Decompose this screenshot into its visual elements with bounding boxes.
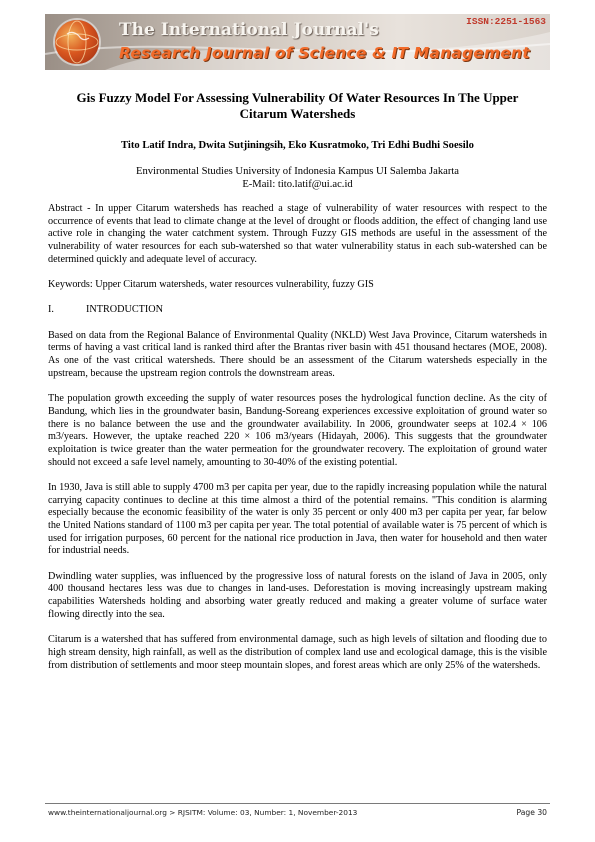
page-number: Page 30 — [516, 808, 547, 817]
globe-logo-icon — [55, 20, 99, 64]
paragraph: In 1930, Java is still able to supply 4700 m3 per capita per year, due to the rapidly increasing population while the natural carrying capacity continues to decline at this time almost a third of the potential remains. "This condition is alarming especially because the economic feasibility of the water is only 35 percent or only 400 m3 per capita per year, far below the United Nations standard of 1100 m3 per capita per year. The total potential of available water is 75 percent of which is used for irrigation purposes, 60 percent for the national rice production in Java, then water for household and then water for industrial needs. — [48, 481, 547, 557]
paragraph: Based on data from the Regional Balance of Environmental Quality (NKLD) West Java Province, Citarum watersheds in terms of having a vast critical land is ranked third after the Brantas river basin with 451 thousand hectares (MOE, 2008). As one of the vast critical watersheds. There should be an assessment of the Citarum watersheds especially in the upstream, because the upstream region controls the downstream areas. — [48, 329, 547, 379]
journal-name-line2: Research Journal of Science & IT Management — [119, 44, 530, 62]
abstract: Abstract - In upper Citarum watersheds has reached a stage of vulnerability of water resources with respect to the occurrence of events that lead to climate change at the level of drought or floods addition, the effect of changing land use active role in changing the water catchment system. Through Fuzzy GIS methods are useful in the assessment of the vulnerability of water resources for each sub-watershed so that water vulnerability status in each sub-watershed can be determined quickly and adequate level of accuracy. — [48, 203, 547, 265]
journal-banner — [45, 14, 550, 70]
section-title: INTRODUCTION — [86, 304, 163, 316]
journal-name-line1: The International Journal's — [119, 20, 379, 40]
footer-divider — [45, 803, 550, 804]
issn-label: ISSN:2251-1563 — [466, 16, 546, 27]
footer-citation: www.theinternationaljournal.org > RJSITM: Volume: 03, Number: 1, November-2013 — [48, 808, 358, 817]
paragraph: Citarum is a watershed that has suffered from environmental damage, such as high levels of siltation and flooding due to high stream density, high rainfall, as well as the distribution of complex land use and ecological damage, this is the visible from distribution of settlements and moor steep mountain slopes, and forest areas which are only 25% of the watersheds. — [48, 634, 547, 671]
section-number: I. — [48, 304, 54, 316]
paper-authors: Tito Latif Indra, Dwita Sutjiningsih, Eko Kusratmoko, Tri Edhi Budhi Soesilo — [121, 140, 474, 151]
keywords: Keywords: Upper Citarum watersheds, water resources vulnerability, fuzzy GIS — [48, 279, 374, 291]
paragraph: Dwindling water supplies, was influenced by the progressive loss of natural forests on the island of Java in 2005, only 400 thousand hectares less was due to changes in land-uses. Deforestation is moving increasingly upstream making capabilities Watersheds holding and absorbing water greatly reduced and making a greater volume of surface water flowing directly into the sea. — [48, 570, 547, 620]
author-email: E-Mail: tito.latif@ui.ac.id — [242, 179, 353, 190]
paper-body — [48, 203, 547, 685]
paragraph: The population growth exceeding the supply of water resources poses the hydrological function decline. As the city of Bandung, which lies in the groundwater basin, Bandung-Soreang experiences excessive exploitation of ground water so there is no balance between the use and the groundwater availability. In 2006, groundwater seeps at 102.4 × 106 m3/years. However, the uptake reached 220 × 106 m3/years (Hidayah, 2006). This suggests that the groundwater exploitation is twice greater than the water permeation for the groundwater recovery. The exploitation of ground water should not exceed a safe level namely, amounting to 30-40% of the existing potential. — [48, 393, 547, 468]
affiliation-block — [40, 165, 555, 191]
affiliation: Environmental Studies University of Indonesia Kampus UI Salemba Jakarta — [135, 166, 460, 177]
section-heading — [48, 304, 547, 317]
paper-title: Gis Fuzzy Model For Assessing Vulnerability Of Water Resources In The Upper Citarum Watersheds — [76, 90, 519, 121]
